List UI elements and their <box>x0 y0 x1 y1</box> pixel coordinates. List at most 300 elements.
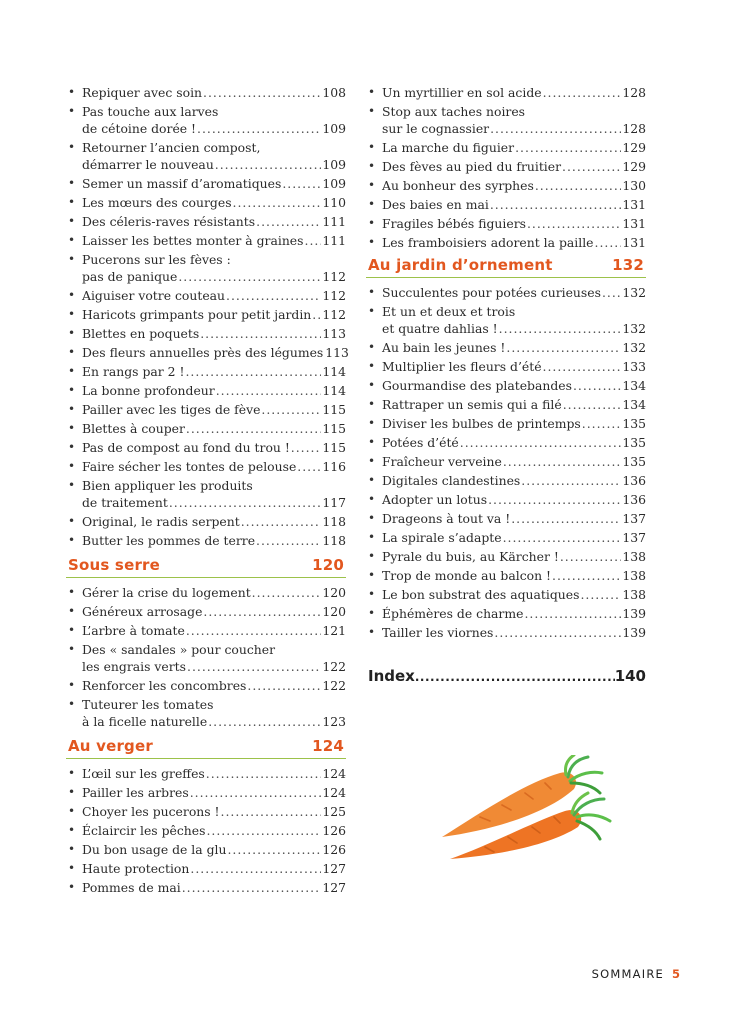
toc-entry-title: Éclaircir les pêches <box>82 823 206 838</box>
toc-entry[interactable] <box>366 339 646 356</box>
bullet-icon: • <box>68 345 76 359</box>
toc-entry[interactable] <box>66 84 346 101</box>
dot-leader <box>503 529 622 546</box>
bullet-icon: • <box>368 216 376 230</box>
toc-entry-page: 115 <box>322 421 346 436</box>
toc-entry[interactable] <box>66 363 346 380</box>
section-page: 132 <box>612 256 644 274</box>
bullet-icon: • <box>368 473 376 487</box>
toc-entry-page: 123 <box>322 714 346 729</box>
bullet-icon: • <box>368 304 376 318</box>
toc-entry[interactable] <box>66 513 346 530</box>
toc-entry[interactable] <box>66 641 346 675</box>
toc-entry[interactable] <box>366 84 646 101</box>
dot-leader <box>297 458 321 475</box>
toc-entry[interactable] <box>366 491 646 508</box>
bullet-icon: • <box>68 861 76 875</box>
toc-entry[interactable] <box>66 860 346 877</box>
dot-leader <box>226 287 321 304</box>
toc-entry[interactable] <box>66 784 346 801</box>
toc-entry-title: sur le cognassier <box>382 121 490 136</box>
bullet-icon: • <box>68 785 76 799</box>
dot-leader <box>527 215 621 232</box>
bullet-icon: • <box>368 178 376 192</box>
toc-entry-title: Pommes de mai <box>82 880 181 895</box>
toc-list-sous-serre <box>66 584 346 730</box>
toc-entry[interactable] <box>66 325 346 342</box>
dot-leader <box>203 603 321 620</box>
toc-entry[interactable] <box>366 605 646 622</box>
toc-entry-page: 137 <box>622 511 646 526</box>
toc-entry-page: 117 <box>322 495 346 510</box>
bullet-icon: • <box>368 435 376 449</box>
dot-leader <box>494 624 621 641</box>
section-page: 120 <box>312 556 344 574</box>
toc-entry[interactable] <box>366 234 646 251</box>
dot-leader <box>499 320 622 337</box>
toc-entry-title: Original, le radis serpent <box>82 514 240 529</box>
dot-leader <box>573 377 621 394</box>
toc-entry-page: 129 <box>622 140 646 155</box>
toc-entry[interactable] <box>66 841 346 858</box>
toc-entry[interactable] <box>366 586 646 603</box>
toc-entry-page: 134 <box>622 397 646 412</box>
dot-leader <box>543 358 622 375</box>
toc-entry[interactable] <box>66 287 346 304</box>
dot-leader <box>185 363 321 380</box>
bullet-icon: • <box>368 549 376 563</box>
toc-entry-title: Des fleurs annuelles près des légumes <box>82 345 324 360</box>
toc-entry-title: Des « sandales » pour coucher <box>82 642 276 657</box>
bullet-icon: • <box>368 492 376 506</box>
toc-entry[interactable] <box>366 510 646 527</box>
toc-entry-page: 118 <box>322 514 346 529</box>
toc-entry-title: Fraîcheur verveine <box>382 454 502 469</box>
toc-entry[interactable] <box>366 358 646 375</box>
dot-leader <box>206 765 322 782</box>
toc-entry-page: 135 <box>622 454 646 469</box>
bullet-icon: • <box>68 214 76 228</box>
bullet-icon: • <box>68 823 76 837</box>
bullet-icon: • <box>68 326 76 340</box>
bullet-icon: • <box>68 623 76 637</box>
toc-entry-title: Succulentes pour potées curieuses <box>382 285 601 300</box>
toc-entry-title: Les mœurs des courges <box>82 195 232 210</box>
toc-entry[interactable] <box>366 196 646 213</box>
section-page: 124 <box>312 737 344 755</box>
dot-leader <box>282 175 321 192</box>
toc-entry-page: 108 <box>322 85 346 100</box>
toc-entry-page: 124 <box>322 766 346 781</box>
toc-entry-title: Multiplier les fleurs d’été <box>382 359 542 374</box>
bullet-icon: • <box>368 587 376 601</box>
toc-entry-page: 135 <box>622 416 646 431</box>
toc-entry[interactable] <box>366 284 646 301</box>
toc-entry-title: les engrais verts <box>82 659 187 674</box>
bullet-icon: • <box>368 416 376 430</box>
dot-leader <box>178 268 321 285</box>
dot-leader <box>197 120 321 137</box>
page-number: 5 <box>671 967 680 981</box>
bullet-icon: • <box>68 678 76 692</box>
toc-entry[interactable] <box>66 139 346 173</box>
bullet-icon: • <box>68 140 76 154</box>
dot-leader <box>535 177 622 194</box>
toc-entry-title: Pas touche aux larves <box>82 104 219 119</box>
bullet-icon: • <box>68 402 76 416</box>
toc-list-au-verger <box>66 765 346 896</box>
toc-entry-title: démarrer le nouveau <box>82 157 214 172</box>
dot-leader <box>256 213 321 230</box>
bullet-icon: • <box>368 359 376 373</box>
toc-entry[interactable] <box>66 803 346 820</box>
section-title: Au jardin d’ornement <box>368 256 553 274</box>
toc-entry[interactable] <box>66 879 346 896</box>
toc-entry[interactable] <box>66 532 346 549</box>
toc-entry-page: 136 <box>622 492 646 507</box>
bullet-icon: • <box>68 533 76 547</box>
toc-entry-title: Fragiles bébés figuiers <box>382 216 526 231</box>
toc-entry[interactable] <box>66 765 346 782</box>
bullet-icon: • <box>368 340 376 354</box>
toc-entry[interactable] <box>66 439 346 456</box>
toc-entry-page: 114 <box>322 364 346 379</box>
index-label: Index <box>368 667 415 685</box>
dot-leader <box>186 420 321 437</box>
footer-label: SOMMAIRE <box>591 967 664 981</box>
bullet-icon: • <box>68 421 76 435</box>
toc-entry-title: Le bon substrat des aquatiques <box>382 587 580 602</box>
toc-entry-page: 138 <box>622 549 646 564</box>
toc-entry-title: Et un et deux et trois <box>382 304 516 319</box>
toc-entry-title: Laisser les bettes monter à graines <box>82 233 304 248</box>
bullet-icon: • <box>68 642 76 656</box>
bullet-icon: • <box>68 307 76 321</box>
toc-entry-page: 129 <box>622 159 646 174</box>
dot-leader <box>563 396 622 413</box>
dot-leader <box>521 472 621 489</box>
toc-entry-title: En rangs par 2 ! <box>82 364 185 379</box>
toc-entry-title: Rattraper un semis qui a filé <box>382 397 562 412</box>
section-heading-au-verger[interactable] <box>66 736 346 759</box>
toc-entry-title: de cétoine dorée ! <box>82 121 197 136</box>
bullet-icon: • <box>68 288 76 302</box>
toc-entry-page: 132 <box>622 340 646 355</box>
bullet-icon: • <box>68 478 76 492</box>
bullet-icon: • <box>68 585 76 599</box>
toc-entry-page: 125 <box>322 804 346 819</box>
toc-entry[interactable] <box>66 103 346 137</box>
bullet-icon: • <box>68 440 76 454</box>
bullet-icon: • <box>368 606 376 620</box>
bullet-icon: • <box>368 197 376 211</box>
toc-entry[interactable] <box>366 529 646 546</box>
toc-entry-page: 120 <box>322 585 346 600</box>
dot-leader <box>186 622 322 639</box>
toc-entry-title: Repiquer avec soin <box>82 85 203 100</box>
toc-entry[interactable] <box>366 377 646 394</box>
toc-entry-title: Semer un massif d’aromatiques <box>82 176 282 191</box>
toc-entry-page: 135 <box>622 435 646 450</box>
bullet-icon: • <box>68 459 76 473</box>
toc-entry-page: 132 <box>622 321 646 336</box>
toc-entry[interactable] <box>366 103 646 137</box>
dot-leader <box>233 194 322 211</box>
bullet-icon: • <box>368 85 376 99</box>
bullet-icon: • <box>368 530 376 544</box>
toc-entry-title: Aiguiser votre couteau <box>82 288 226 303</box>
section-title: Au verger <box>68 737 153 755</box>
dot-leader <box>580 586 621 603</box>
toc-entry-page: 120 <box>322 604 346 619</box>
toc-entry-page: 121 <box>322 623 346 638</box>
toc-entry[interactable] <box>66 822 346 839</box>
toc-entry[interactable] <box>366 215 646 232</box>
bullet-icon: • <box>368 285 376 299</box>
dot-leader <box>190 860 321 877</box>
toc-entry[interactable] <box>366 453 646 470</box>
toc-entry[interactable] <box>366 139 646 156</box>
toc-entry-title: de traitement <box>82 495 168 510</box>
dot-leader <box>582 415 622 432</box>
bullet-icon: • <box>368 454 376 468</box>
dot-leader <box>241 513 322 530</box>
toc-entry-page: 131 <box>622 197 646 212</box>
toc-entry-title: Stop aux taches noires <box>382 104 526 119</box>
toc-entry-title: Les framboisiers adorent la paille <box>382 235 594 250</box>
toc-entry[interactable] <box>366 624 646 641</box>
toc-list-potager <box>66 84 349 549</box>
dot-leader <box>560 548 622 565</box>
toc-entry-page: 109 <box>322 121 346 136</box>
dot-leader <box>511 510 621 527</box>
dot-leader <box>208 713 321 730</box>
toc-entry-title: et quatre dahlias ! <box>382 321 498 336</box>
toc-entry-page: 113 <box>325 345 349 360</box>
bullet-icon: • <box>368 625 376 639</box>
toc-entry-title: Renforcer les concombres <box>82 678 247 693</box>
bullet-icon: • <box>68 85 76 99</box>
dot-leader <box>490 196 622 213</box>
toc-entry-title: Des baies en mai <box>382 197 489 212</box>
bullet-icon: • <box>68 880 76 894</box>
dot-leader <box>216 382 322 399</box>
dot-leader <box>203 84 321 101</box>
toc-entry-title: Un myrtillier en sol acide <box>382 85 542 100</box>
bullet-icon: • <box>368 568 376 582</box>
toc-entry[interactable] <box>66 194 346 211</box>
toc-entry-title: Haute protection <box>82 861 190 876</box>
toc-entry[interactable] <box>366 434 646 451</box>
bullet-icon: • <box>68 514 76 528</box>
toc-entry-title: La bonne profondeur <box>82 383 215 398</box>
dot-leader <box>206 822 321 839</box>
dot-leader <box>221 803 322 820</box>
dot-leader <box>524 605 621 622</box>
dot-leader <box>515 139 621 156</box>
toc-entry[interactable] <box>66 344 349 361</box>
bullet-icon: • <box>368 235 376 249</box>
toc-entry-title: Pailler les arbres <box>82 785 189 800</box>
toc-entry-title: Gourmandise des platebandes <box>382 378 572 393</box>
carrots-icon <box>440 755 615 870</box>
dot-leader <box>291 439 322 456</box>
dot-leader <box>503 453 622 470</box>
toc-entry-page: 115 <box>322 440 346 455</box>
dot-leader <box>227 841 321 858</box>
toc-entry[interactable] <box>366 415 646 432</box>
toc-entry[interactable] <box>66 401 346 418</box>
toc-column-right <box>366 84 646 685</box>
dot-leader <box>552 567 621 584</box>
toc-entry-title: Tailler les viornes <box>382 625 494 640</box>
bullet-icon: • <box>68 804 76 818</box>
bullet-icon: • <box>368 397 376 411</box>
dot-leader <box>215 156 322 173</box>
dot-leader <box>488 491 621 508</box>
toc-entry[interactable] <box>366 177 646 194</box>
section-heading-sous-serre[interactable] <box>66 555 346 578</box>
toc-entry[interactable] <box>366 396 646 413</box>
toc-entry[interactable] <box>66 175 346 192</box>
toc-entry[interactable] <box>66 622 346 639</box>
toc-entry[interactable] <box>66 677 346 694</box>
toc-entry-title: Pucerons sur les fèves : <box>82 252 231 267</box>
toc-entry[interactable] <box>66 420 346 437</box>
toc-entry-page: 133 <box>622 359 646 374</box>
toc-entry-title: Du bon usage de la glu <box>82 842 227 857</box>
bullet-icon: • <box>68 195 76 209</box>
toc-entry-page: 122 <box>322 659 346 674</box>
bullet-icon: • <box>68 104 76 118</box>
bullet-icon: • <box>68 697 76 711</box>
toc-entry[interactable] <box>66 306 346 323</box>
dot-leader <box>312 306 321 323</box>
toc-list-jardin-ornement <box>366 284 646 641</box>
toc-entry-page: 112 <box>322 307 346 322</box>
toc-entry-title: Adopter un lotus <box>382 492 488 507</box>
toc-entry[interactable] <box>66 382 346 399</box>
toc-entry[interactable] <box>366 567 646 584</box>
toc-entry-title: Digitales clandestines <box>382 473 521 488</box>
toc-entry[interactable] <box>66 251 346 285</box>
toc-entry-title: L’œil sur les greffes <box>82 766 205 781</box>
toc-entry[interactable] <box>366 472 646 489</box>
dot-leader <box>602 284 621 301</box>
toc-entry-title: Bien appliquer les produits <box>82 478 253 493</box>
dot-leader <box>595 234 622 251</box>
toc-entry-page: 136 <box>622 473 646 488</box>
toc-index-entry[interactable] <box>366 667 646 685</box>
toc-entry-page: 126 <box>322 842 346 857</box>
section-heading-jardin-ornement[interactable] <box>366 255 646 278</box>
toc-entry-title: Gérer la crise du logement <box>82 585 251 600</box>
toc-entry[interactable] <box>66 603 346 620</box>
toc-entry-title: La spirale s’adapte <box>382 530 502 545</box>
toc-entry-page: 128 <box>622 85 646 100</box>
toc-entry-page: 126 <box>322 823 346 838</box>
dot-leader <box>252 584 322 601</box>
bullet-icon: • <box>68 842 76 856</box>
bullet-icon: • <box>368 140 376 154</box>
dot-leader <box>460 434 622 451</box>
toc-entry-page: 128 <box>622 121 646 136</box>
toc-entry[interactable] <box>366 548 646 565</box>
bullet-icon: • <box>368 511 376 525</box>
toc-entry-page: 137 <box>622 530 646 545</box>
dot-leader <box>256 532 321 549</box>
dot-leader <box>490 120 621 137</box>
toc-entry-page: 116 <box>322 459 346 474</box>
dot-leader <box>182 879 322 896</box>
toc-entry[interactable] <box>66 696 346 730</box>
dot-leader <box>169 494 322 511</box>
toc-entry[interactable] <box>66 477 346 511</box>
toc-entry-title: Drageons à tout va ! <box>382 511 511 526</box>
toc-entry-page: 114 <box>322 383 346 398</box>
dot-leader <box>247 677 321 694</box>
toc-column-left <box>66 84 349 898</box>
toc-entry-title: Tuteurer les tomates <box>82 697 214 712</box>
toc-entry-title: Pyrale du buis, au Kärcher ! <box>382 549 559 564</box>
dot-leader <box>543 84 622 101</box>
toc-entry-page: 109 <box>322 176 346 191</box>
toc-entry[interactable] <box>366 303 646 337</box>
toc-entry-page: 131 <box>622 235 646 250</box>
toc-entry-title: Trop de monde au balcon ! <box>382 568 551 583</box>
bullet-icon: • <box>68 383 76 397</box>
dot-leader <box>506 339 621 356</box>
bullet-icon: • <box>68 604 76 618</box>
toc-entry-title: L’arbre à tomate <box>82 623 185 638</box>
toc-entry[interactable] <box>66 232 346 249</box>
toc-entry-page: 122 <box>322 678 346 693</box>
bullet-icon: • <box>68 364 76 378</box>
toc-entry-page: 112 <box>322 288 346 303</box>
dot-leader <box>305 232 322 249</box>
toc-entry-title: Potées d’été <box>382 435 459 450</box>
toc-entry-title: pas de panique <box>82 269 178 284</box>
dot-leader <box>200 325 321 342</box>
toc-entry-page: 138 <box>622 587 646 602</box>
bullet-icon: • <box>368 104 376 118</box>
toc-entry-page: 124 <box>322 785 346 800</box>
toc-entry-page: 134 <box>622 378 646 393</box>
toc-entry-title: Choyer les pucerons ! <box>82 804 220 819</box>
toc-entry[interactable] <box>66 584 346 601</box>
toc-entry-title: Haricots grimpants pour petit jardin <box>82 307 312 322</box>
toc-entry-page: 139 <box>622 606 646 621</box>
bullet-icon: • <box>68 766 76 780</box>
toc-entry[interactable] <box>66 213 346 230</box>
dot-leader <box>415 670 615 684</box>
toc-entry[interactable] <box>66 458 346 475</box>
dot-leader <box>187 658 321 675</box>
index-page: 140 <box>614 667 646 685</box>
toc-entry[interactable] <box>366 158 646 175</box>
toc-entry-page: 115 <box>322 402 346 417</box>
dot-leader <box>190 784 322 801</box>
toc-entry-title: Des fèves au pied du fruitier <box>382 159 562 174</box>
toc-entry-title: La marche du figuier <box>382 140 515 155</box>
toc-entry-page: 138 <box>622 568 646 583</box>
section-title: Sous serre <box>68 556 161 574</box>
toc-entry-title: Au bain les jeunes ! <box>382 340 506 355</box>
toc-entry-title: Butter les pommes de terre <box>82 533 256 548</box>
toc-entry-page: 118 <box>322 533 346 548</box>
bullet-icon: • <box>368 159 376 173</box>
toc-entry-page: 127 <box>322 861 346 876</box>
